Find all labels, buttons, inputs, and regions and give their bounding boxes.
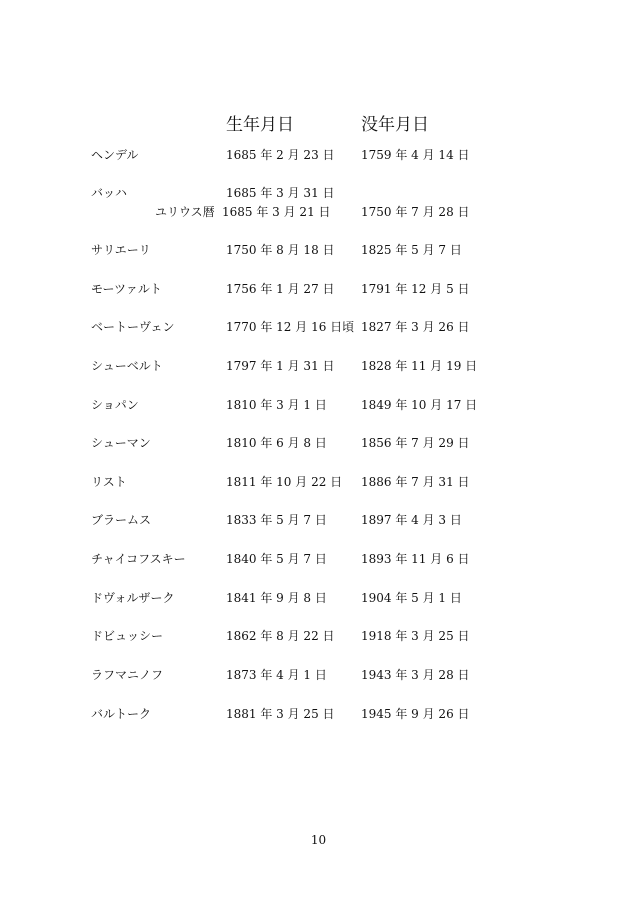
composer-row <box>0 627 637 645</box>
birth-date: 1840 年 5 月 7 日 <box>226 552 327 566</box>
birth-date: 1873 年 4 月 1 日 <box>226 668 327 682</box>
birth-date: 1750 年 8 月 18 日 <box>226 243 335 257</box>
composer-row <box>0 473 637 491</box>
birth-date: 1862 年 8 月 22 日 <box>226 629 335 643</box>
birth-date: 1770 年 12 月 16 日頃 <box>226 320 355 334</box>
birth-date: 1685 年 3 月 31 日 <box>226 186 335 200</box>
composer-name: バルトーク <box>91 707 152 721</box>
composer-name: リスト <box>91 475 127 489</box>
composer-name: シューベルト <box>91 359 163 373</box>
birth-date: 1810 年 3 月 1 日 <box>226 398 327 412</box>
composer-row <box>0 550 637 568</box>
composer-name: ブラームス <box>91 513 152 527</box>
composer-row <box>0 357 637 375</box>
birth-date: 1811 年 10 月 22 日 <box>226 475 343 489</box>
death-date: 1828 年 11 月 19 日 <box>361 359 478 373</box>
composer-name: ラフマニノフ <box>91 668 164 682</box>
death-date: 1825 年 5 月 7 日 <box>361 243 462 257</box>
composer-name: サリエーリ <box>91 243 151 257</box>
page-number: 10 <box>310 833 327 847</box>
death-date-header: 没年月日 <box>361 115 429 135</box>
birth-date: 1810 年 6 月 8 日 <box>226 436 327 450</box>
composer-subrow <box>0 203 637 221</box>
composer-row <box>0 146 637 164</box>
death-date: 1791 年 12 月 5 日 <box>361 282 470 296</box>
composer-name: バッハ <box>91 186 128 200</box>
death-date: 1893 年 11 月 6 日 <box>361 552 470 566</box>
composer-row <box>0 511 637 529</box>
death-date: 1849 年 10 月 17 日 <box>361 398 478 412</box>
composer-row <box>0 705 637 723</box>
death-date: 1918 年 3 月 25 日 <box>361 629 470 643</box>
birth-date: 1756 年 1 月 27 日 <box>226 282 335 296</box>
composer-name: チャイコフスキー <box>91 552 186 566</box>
birth-date: 1881 年 3 月 25 日 <box>226 707 335 721</box>
birth-date: 1797 年 1 月 31 日 <box>226 359 335 373</box>
death-date: 1943 年 3 月 28 日 <box>361 668 470 682</box>
composer-row <box>0 318 637 336</box>
composer-row <box>0 184 637 202</box>
death-date: 1945 年 9 月 26 日 <box>361 707 470 721</box>
composer-row <box>0 434 637 452</box>
death-date: 1759 年 4 月 14 日 <box>361 148 470 162</box>
composer-name: ドビュッシー <box>91 629 164 643</box>
death-date: 1904 年 5 月 1 日 <box>361 591 462 605</box>
composer-row <box>0 241 637 259</box>
composer-row <box>0 396 637 414</box>
composer-name: ベートーヴェン <box>91 320 175 334</box>
birth-date: 1685 年 2 月 23 日 <box>226 148 335 162</box>
birth-date: 1841 年 9 月 8 日 <box>226 591 327 605</box>
death-date: 1750 年 7 月 28 日 <box>361 205 470 219</box>
composer-name: ドヴォルザーク <box>91 591 175 605</box>
birth-date-julian: 1685 年 3 月 21 日 <box>222 205 331 219</box>
julian-calendar-note: ユリウス暦 <box>155 205 215 219</box>
birth-date: 1833 年 5 月 7 日 <box>226 513 327 527</box>
composer-row <box>0 589 637 607</box>
composer-name: ショパン <box>91 398 139 412</box>
death-date: 1827 年 3 月 26 日 <box>361 320 470 334</box>
composer-name: モーツァルト <box>91 282 162 296</box>
death-date: 1897 年 4 月 3 日 <box>361 513 462 527</box>
composer-row <box>0 666 637 684</box>
death-date: 1856 年 7 月 29 日 <box>361 436 470 450</box>
death-date: 1886 年 7 月 31 日 <box>361 475 470 489</box>
composer-name: シューマン <box>91 436 151 450</box>
composer-name: ヘンデル <box>91 148 139 162</box>
composer-row <box>0 280 637 298</box>
birth-date-header: 生年月日 <box>226 115 294 135</box>
